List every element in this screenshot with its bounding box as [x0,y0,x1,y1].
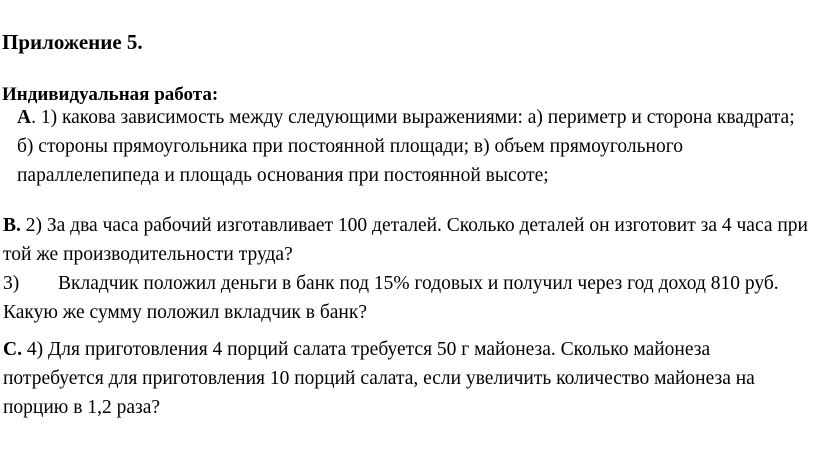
page-title: Приложение 5. [2,30,143,54]
task-c-label: С. [3,339,22,360]
section-subtitle: Индивидуальная работа: [2,84,219,105]
task-3-text: Вкладчик положил деньги в банк под 15% годовых и получил через год доход 810 руб. Какую же сумму положил вкладчик в банк? [3,273,779,323]
task-b-text: 2) За два часа рабочий изготавливает 100 деталей. Сколько деталей он изготовит за 4 часа при той же производительности труда? [3,215,808,265]
task-3-number: 3) [3,273,20,294]
task-a [17,103,807,190]
task-c [3,335,808,422]
task-b-label: В. [3,215,21,236]
task-b [3,211,808,269]
task-a-text: . 1) какова зависимость между следующими выражениями: а) периметр и сторона квадрата; б) стороны прямоугольника при постоянной площади; в) объем прямоугольного параллелепипеда и площадь основания при постоянной высоте; [17,107,795,186]
task-a-label: А [17,107,32,128]
task-3 [3,269,808,327]
task-c-text: 4) Для приготовления 4 порций салата требуется 50 г майонеза. Сколько майонеза потребуется для приготовления 10 порций салата, если увеличить количество майонеза на порцию в 1,2 раза? [3,339,755,418]
